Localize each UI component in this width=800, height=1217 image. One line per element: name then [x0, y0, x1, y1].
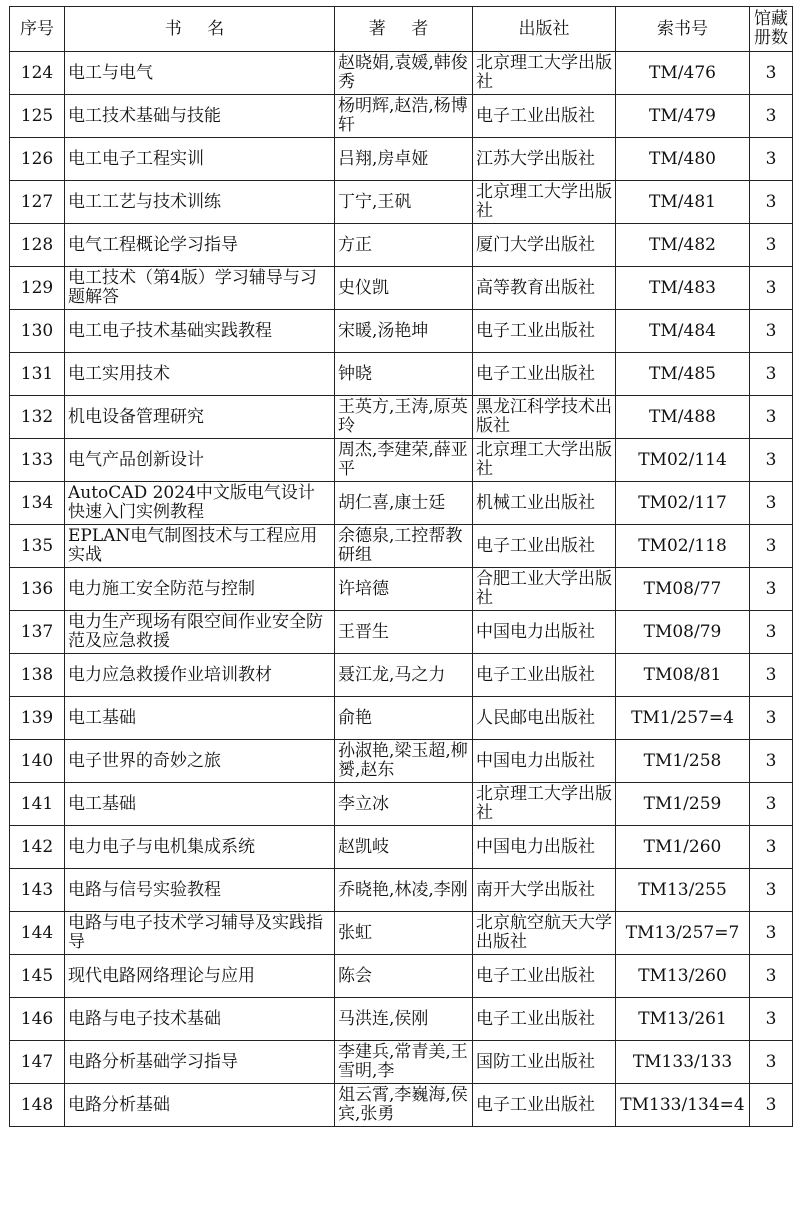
cell-copies: 3	[750, 181, 793, 224]
cell-seq: 142	[10, 826, 65, 869]
table-row	[10, 525, 793, 568]
cell-title: 电力应急救援作业培训教材	[65, 654, 335, 697]
cell-callno: TM13/261	[616, 998, 750, 1041]
cell-copies: 3	[750, 224, 793, 267]
cell-copies: 3	[750, 267, 793, 310]
cell-seq: 129	[10, 267, 65, 310]
book-list-table	[9, 6, 793, 1127]
cell-callno: TM/480	[616, 138, 750, 181]
cell-publisher: 厦门大学出版社	[473, 224, 616, 267]
cell-author: 俎云霄,李巍海,侯宾,张勇	[335, 1084, 473, 1127]
cell-title: 电工技术基础与技能	[65, 95, 335, 138]
cell-publisher: 电子工业出版社	[473, 955, 616, 998]
cell-publisher: 电子工业出版社	[473, 95, 616, 138]
cell-seq: 148	[10, 1084, 65, 1127]
cell-seq: 145	[10, 955, 65, 998]
cell-copies: 3	[750, 1084, 793, 1127]
cell-author: 聂江龙,马之力	[335, 654, 473, 697]
cell-callno: TM/485	[616, 353, 750, 396]
cell-publisher: 中国电力出版社	[473, 826, 616, 869]
cell-copies: 3	[750, 95, 793, 138]
cell-author: 赵晓娟,袁媛,韩俊秀	[335, 52, 473, 95]
cell-callno: TM08/79	[616, 611, 750, 654]
header-publisher: 出版社	[473, 7, 616, 52]
cell-title: 电气工程概论学习指导	[65, 224, 335, 267]
cell-callno: TM1/260	[616, 826, 750, 869]
cell-copies: 3	[750, 138, 793, 181]
cell-author: 许培德	[335, 568, 473, 611]
cell-publisher: 黑龙江科学技术出版社	[473, 396, 616, 439]
cell-title: 机电设备管理研究	[65, 396, 335, 439]
header-callno: 索书号	[616, 7, 750, 52]
cell-publisher: 北京理工大学出版社	[473, 783, 616, 826]
cell-callno: TM/482	[616, 224, 750, 267]
cell-publisher: 机械工业出版社	[473, 482, 616, 525]
header-author: 著 者	[335, 7, 473, 52]
cell-copies: 3	[750, 783, 793, 826]
cell-publisher: 电子工业出版社	[473, 525, 616, 568]
cell-title: 电工实用技术	[65, 353, 335, 396]
table-row	[10, 912, 793, 955]
cell-copies: 3	[750, 353, 793, 396]
cell-author: 李建兵,常青美,王雪明,李	[335, 1041, 473, 1084]
cell-callno: TM08/77	[616, 568, 750, 611]
cell-author: 杨明辉,赵浩,杨博轩	[335, 95, 473, 138]
header-title: 书 名	[65, 7, 335, 52]
cell-author: 丁宁,王矾	[335, 181, 473, 224]
cell-publisher: 电子工业出版社	[473, 310, 616, 353]
cell-title: 现代电路网络理论与应用	[65, 955, 335, 998]
table-header	[10, 7, 793, 52]
cell-seq: 137	[10, 611, 65, 654]
cell-publisher: 人民邮电出版社	[473, 697, 616, 740]
cell-author: 周杰,李建荣,薛亚平	[335, 439, 473, 482]
table-row	[10, 181, 793, 224]
cell-title: 电路分析基础学习指导	[65, 1041, 335, 1084]
cell-author: 乔晓艳,林凌,李刚	[335, 869, 473, 912]
table-row	[10, 998, 793, 1041]
table-row	[10, 869, 793, 912]
cell-copies: 3	[750, 998, 793, 1041]
table-body	[10, 52, 793, 1127]
cell-copies: 3	[750, 52, 793, 95]
cell-publisher: 高等教育出版社	[473, 267, 616, 310]
table-row	[10, 267, 793, 310]
table-row	[10, 611, 793, 654]
cell-copies: 3	[750, 568, 793, 611]
cell-callno: TM02/117	[616, 482, 750, 525]
cell-copies: 3	[750, 740, 793, 783]
cell-seq: 127	[10, 181, 65, 224]
cell-callno: TM/476	[616, 52, 750, 95]
cell-title: 电工电子技术基础实践教程	[65, 310, 335, 353]
cell-copies: 3	[750, 869, 793, 912]
cell-copies: 3	[750, 525, 793, 568]
cell-copies: 3	[750, 611, 793, 654]
cell-publisher: 北京航空航天大学出版社	[473, 912, 616, 955]
cell-title: EPLAN电气制图技术与工程应用实战	[65, 525, 335, 568]
cell-author: 王英方,王涛,原英玲	[335, 396, 473, 439]
cell-title: 电路与信号实验教程	[65, 869, 335, 912]
cell-publisher: 中国电力出版社	[473, 611, 616, 654]
cell-callno: TM1/258	[616, 740, 750, 783]
cell-callno: TM/488	[616, 396, 750, 439]
cell-author: 余德泉,工控帮教研组	[335, 525, 473, 568]
cell-callno: TM/481	[616, 181, 750, 224]
cell-author: 方正	[335, 224, 473, 267]
table-row	[10, 396, 793, 439]
cell-publisher: 北京理工大学出版社	[473, 181, 616, 224]
cell-title: 电路分析基础	[65, 1084, 335, 1127]
cell-seq: 125	[10, 95, 65, 138]
cell-seq: 141	[10, 783, 65, 826]
cell-publisher: 北京理工大学出版社	[473, 52, 616, 95]
cell-seq: 138	[10, 654, 65, 697]
cell-author: 王晋生	[335, 611, 473, 654]
header-row	[10, 7, 793, 52]
cell-copies: 3	[750, 439, 793, 482]
cell-seq: 136	[10, 568, 65, 611]
cell-seq: 133	[10, 439, 65, 482]
table-row	[10, 697, 793, 740]
cell-publisher: 合肥工业大学出版社	[473, 568, 616, 611]
cell-copies: 3	[750, 654, 793, 697]
table-row	[10, 783, 793, 826]
cell-title: 电工工艺与技术训练	[65, 181, 335, 224]
cell-publisher: 国防工业出版社	[473, 1041, 616, 1084]
header-copies: 馆藏册数	[750, 7, 793, 52]
table-row	[10, 1084, 793, 1127]
cell-callno: TM133/134=4	[616, 1084, 750, 1127]
cell-title: 电路与电子技术基础	[65, 998, 335, 1041]
table-row	[10, 439, 793, 482]
cell-publisher: 电子工业出版社	[473, 998, 616, 1041]
cell-title: 电路与电子技术学习辅导及实践指导	[65, 912, 335, 955]
cell-author: 钟晓	[335, 353, 473, 396]
table-row	[10, 654, 793, 697]
cell-seq: 134	[10, 482, 65, 525]
table-row	[10, 95, 793, 138]
cell-author: 马洪连,侯刚	[335, 998, 473, 1041]
cell-callno: TM/484	[616, 310, 750, 353]
table-row	[10, 568, 793, 611]
cell-copies: 3	[750, 310, 793, 353]
cell-callno: TM1/259	[616, 783, 750, 826]
cell-seq: 135	[10, 525, 65, 568]
cell-copies: 3	[750, 697, 793, 740]
cell-title: 电力施工安全防范与控制	[65, 568, 335, 611]
cell-title: AutoCAD 2024中文版电气设计快速入门实例教程	[65, 482, 335, 525]
table-row	[10, 353, 793, 396]
cell-callno: TM/479	[616, 95, 750, 138]
cell-seq: 131	[10, 353, 65, 396]
cell-seq: 146	[10, 998, 65, 1041]
table-row	[10, 482, 793, 525]
table-row	[10, 1041, 793, 1084]
cell-callno: TM08/81	[616, 654, 750, 697]
header-seq: 序号	[10, 7, 65, 52]
cell-seq: 124	[10, 52, 65, 95]
table-row	[10, 224, 793, 267]
cell-copies: 3	[750, 912, 793, 955]
cell-callno: TM13/257=7	[616, 912, 750, 955]
cell-callno: TM1/257=4	[616, 697, 750, 740]
cell-author: 陈会	[335, 955, 473, 998]
cell-author: 吕翔,房卓娅	[335, 138, 473, 181]
cell-seq: 132	[10, 396, 65, 439]
cell-title: 电工与电气	[65, 52, 335, 95]
cell-seq: 130	[10, 310, 65, 353]
cell-copies: 3	[750, 1041, 793, 1084]
cell-callno: TM13/260	[616, 955, 750, 998]
cell-publisher: 电子工业出版社	[473, 1084, 616, 1127]
cell-seq: 128	[10, 224, 65, 267]
cell-author: 宋暖,汤艳坤	[335, 310, 473, 353]
cell-copies: 3	[750, 955, 793, 998]
cell-publisher: 电子工业出版社	[473, 353, 616, 396]
cell-publisher: 北京理工大学出版社	[473, 439, 616, 482]
cell-title: 电力生产现场有限空间作业安全防范及应急救援	[65, 611, 335, 654]
cell-publisher: 电子工业出版社	[473, 654, 616, 697]
cell-seq: 139	[10, 697, 65, 740]
cell-seq: 144	[10, 912, 65, 955]
cell-title: 电工基础	[65, 783, 335, 826]
cell-title: 电子世界的奇妙之旅	[65, 740, 335, 783]
cell-copies: 3	[750, 396, 793, 439]
cell-author: 孙淑艳,梁玉超,柳赟,赵东	[335, 740, 473, 783]
cell-callno: TM/483	[616, 267, 750, 310]
table-row	[10, 138, 793, 181]
cell-copies: 3	[750, 826, 793, 869]
table-row	[10, 955, 793, 998]
cell-author: 俞艳	[335, 697, 473, 740]
cell-seq: 143	[10, 869, 65, 912]
table-row	[10, 826, 793, 869]
cell-seq: 140	[10, 740, 65, 783]
table-row	[10, 740, 793, 783]
cell-author: 赵凯岐	[335, 826, 473, 869]
cell-title: 电工基础	[65, 697, 335, 740]
cell-author: 胡仁喜,康士廷	[335, 482, 473, 525]
cell-callno: TM13/255	[616, 869, 750, 912]
cell-title: 电气产品创新设计	[65, 439, 335, 482]
cell-author: 史仪凯	[335, 267, 473, 310]
cell-callno: TM02/114	[616, 439, 750, 482]
table-row	[10, 310, 793, 353]
cell-publisher: 南开大学出版社	[473, 869, 616, 912]
cell-callno: TM133/133	[616, 1041, 750, 1084]
cell-callno: TM02/118	[616, 525, 750, 568]
table-row	[10, 52, 793, 95]
cell-seq: 126	[10, 138, 65, 181]
cell-title: 电力电子与电机集成系统	[65, 826, 335, 869]
cell-title: 电工电子工程实训	[65, 138, 335, 181]
cell-seq: 147	[10, 1041, 65, 1084]
cell-publisher: 江苏大学出版社	[473, 138, 616, 181]
cell-publisher: 中国电力出版社	[473, 740, 616, 783]
cell-author: 张虹	[335, 912, 473, 955]
cell-author: 李立冰	[335, 783, 473, 826]
cell-copies: 3	[750, 482, 793, 525]
cell-title: 电工技术（第4版）学习辅导与习题解答	[65, 267, 335, 310]
